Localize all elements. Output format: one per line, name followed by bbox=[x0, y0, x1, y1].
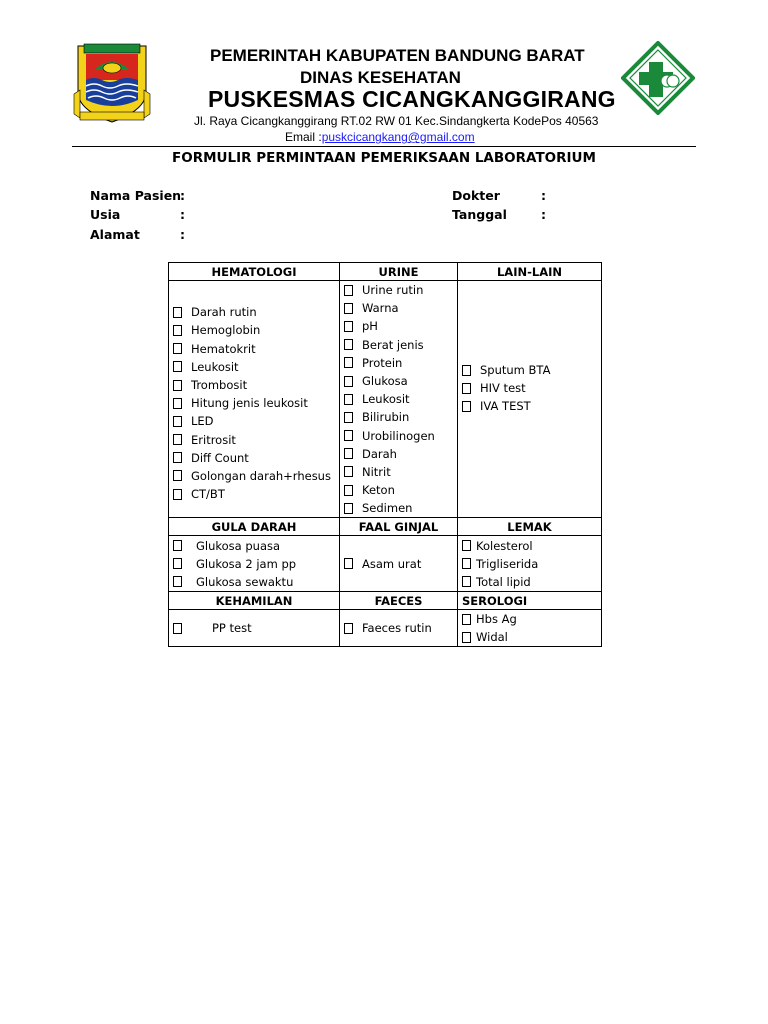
checkbox-item[interactable] bbox=[173, 394, 335, 412]
checkbox-item[interactable] bbox=[344, 499, 453, 517]
lemak-cell bbox=[458, 536, 602, 592]
checkbox[interactable] bbox=[173, 325, 182, 336]
table-header-row bbox=[169, 592, 602, 610]
checkbox[interactable] bbox=[344, 394, 353, 405]
table-header-row bbox=[169, 518, 602, 536]
checkbox-label: Diff Count bbox=[191, 450, 249, 465]
serologi-cell bbox=[458, 610, 602, 647]
patient-name-colon: : bbox=[180, 188, 185, 203]
department-name: DINAS KESEHATAN bbox=[300, 68, 461, 87]
checkbox-label: Glukosa 2 jam pp bbox=[196, 556, 297, 571]
checkbox-item[interactable] bbox=[462, 361, 597, 379]
checkbox[interactable] bbox=[173, 361, 182, 372]
header-hematologi: HEMATOLOGI bbox=[169, 263, 340, 281]
checkbox-label: Trombosit bbox=[191, 378, 248, 393]
header-faal-ginjal: FAAL GINJAL bbox=[340, 518, 458, 536]
checkbox[interactable] bbox=[173, 416, 182, 427]
institution-address: Jl. Raya Cicangkanggirang RT.02 RW 01 Kec.Sindangkerta KodePos 40563 bbox=[194, 114, 599, 128]
checkbox[interactable] bbox=[344, 339, 353, 350]
checkbox-label: Kolesterol bbox=[476, 538, 533, 553]
email-link[interactable]: puskcicangkang@gmail.com bbox=[321, 130, 475, 144]
checkbox-item[interactable] bbox=[173, 485, 335, 503]
checkbox-label: Hematokrit bbox=[191, 341, 256, 356]
address-colon: : bbox=[180, 227, 185, 242]
checkbox-label: Faeces rutin bbox=[362, 621, 432, 636]
checkbox-item[interactable] bbox=[173, 376, 335, 394]
checkbox-label: PP test bbox=[212, 621, 252, 636]
checkbox-item[interactable] bbox=[344, 390, 453, 408]
kehamilan-cell bbox=[169, 610, 340, 647]
checkbox-label: Total lipid bbox=[476, 574, 531, 589]
checkbox-item[interactable] bbox=[344, 354, 453, 372]
table-header-row bbox=[169, 263, 602, 281]
lab-test-table bbox=[168, 262, 602, 647]
header-urine: URINE bbox=[340, 263, 458, 281]
checkbox[interactable] bbox=[462, 614, 471, 625]
date-colon: : bbox=[541, 207, 546, 222]
checkbox-item[interactable] bbox=[462, 555, 597, 573]
age-colon: : bbox=[180, 207, 185, 222]
checkbox[interactable] bbox=[462, 383, 471, 394]
checkbox[interactable] bbox=[344, 430, 353, 441]
checkbox-item[interactable] bbox=[173, 573, 335, 591]
age-label: Usia bbox=[90, 207, 121, 222]
checkbox-label: Golongan darah+rhesus bbox=[191, 468, 331, 483]
table-row bbox=[169, 610, 602, 647]
checkbox-label: Urine rutin bbox=[362, 283, 424, 298]
checkbox-label: Glukosa puasa bbox=[196, 538, 281, 553]
checkbox[interactable] bbox=[173, 398, 182, 409]
checkbox-label: Darah rutin bbox=[191, 305, 257, 320]
doctor-label: Dokter bbox=[452, 188, 500, 203]
checkbox-item[interactable] bbox=[344, 317, 453, 335]
checkbox-item[interactable] bbox=[462, 379, 597, 397]
checkbox-item[interactable] bbox=[344, 463, 453, 481]
checkbox[interactable] bbox=[462, 365, 471, 376]
checkbox-label: CT/BT bbox=[191, 487, 225, 502]
checkbox[interactable] bbox=[173, 470, 182, 481]
checkbox[interactable] bbox=[173, 540, 182, 551]
urine-list bbox=[344, 281, 453, 517]
checkbox[interactable] bbox=[344, 412, 353, 423]
table-row bbox=[169, 281, 602, 518]
date-label: Tanggal bbox=[452, 207, 507, 222]
checkbox-item[interactable] bbox=[344, 481, 453, 499]
gula-darah-cell bbox=[169, 536, 340, 592]
doctor-colon: : bbox=[541, 188, 546, 203]
checkbox[interactable] bbox=[344, 376, 353, 387]
header-gula-darah: GULA DARAH bbox=[169, 518, 340, 536]
checkbox[interactable] bbox=[462, 401, 471, 412]
email-label: Email : bbox=[285, 130, 322, 144]
checkbox[interactable] bbox=[173, 576, 182, 587]
checkbox[interactable] bbox=[173, 343, 182, 354]
checkbox[interactable] bbox=[344, 466, 353, 477]
checkbox[interactable] bbox=[462, 576, 471, 587]
kehamilan-list bbox=[173, 619, 335, 637]
checkbox-item[interactable] bbox=[173, 536, 335, 554]
checkbox-label: Hbs Ag bbox=[476, 612, 517, 627]
puskesmas-logo bbox=[621, 41, 695, 115]
checkbox-label: Keton bbox=[362, 483, 395, 498]
checkbox[interactable] bbox=[462, 540, 471, 551]
checkbox-item[interactable] bbox=[344, 619, 453, 637]
faeces-list bbox=[344, 619, 453, 637]
checkbox[interactable] bbox=[173, 623, 182, 634]
checkbox[interactable] bbox=[344, 285, 353, 296]
checkbox-label: Leukosit bbox=[191, 359, 239, 374]
checkbox-item[interactable] bbox=[462, 536, 597, 554]
checkbox-item[interactable] bbox=[173, 412, 335, 430]
checkbox[interactable] bbox=[344, 623, 353, 634]
checkbox-item[interactable] bbox=[344, 408, 453, 426]
checkbox-item[interactable] bbox=[173, 449, 335, 467]
checkbox-label: LED bbox=[191, 414, 214, 429]
checkbox-item[interactable] bbox=[344, 299, 453, 317]
checkbox[interactable] bbox=[344, 558, 353, 569]
email-line bbox=[285, 130, 475, 144]
checkbox-label: Glukosa sewaktu bbox=[196, 574, 294, 589]
hematologi-cell bbox=[169, 281, 340, 518]
checkbox-label: Sedimen bbox=[362, 501, 413, 516]
header-lemak: LEMAK bbox=[458, 518, 602, 536]
checkbox-label: Glukosa bbox=[362, 374, 408, 389]
checkbox-item[interactable] bbox=[462, 397, 597, 415]
checkbox-item[interactable] bbox=[173, 467, 335, 485]
faal-ginjal-cell bbox=[340, 536, 458, 592]
checkbox[interactable] bbox=[344, 303, 353, 314]
checkbox-label: Protein bbox=[362, 355, 403, 370]
checkbox[interactable] bbox=[173, 380, 182, 391]
checkbox-label: Leukosit bbox=[362, 392, 410, 407]
address-label: Alamat bbox=[90, 227, 140, 242]
checkbox-label: Eritrosit bbox=[191, 432, 236, 447]
hematologi-list bbox=[173, 295, 335, 503]
checkbox-item[interactable] bbox=[344, 336, 453, 354]
checkbox-label: Berat jenis bbox=[362, 337, 424, 352]
faal-ginjal-list bbox=[344, 555, 453, 573]
serologi-list bbox=[462, 610, 597, 646]
form-title: FORMULIR PERMINTAAN PEMERIKSAAN LABORATORIUM bbox=[172, 150, 596, 166]
header-faeces: FAECES bbox=[340, 592, 458, 610]
checkbox-label: IVA TEST bbox=[480, 399, 531, 414]
checkbox[interactable] bbox=[344, 357, 353, 368]
checkbox-label: Darah bbox=[362, 446, 397, 461]
lain-lain-list bbox=[462, 361, 597, 416]
checkbox[interactable] bbox=[462, 558, 471, 569]
checkbox[interactable] bbox=[344, 321, 353, 332]
checkbox-item[interactable] bbox=[462, 573, 597, 591]
checkbox[interactable] bbox=[344, 503, 353, 514]
checkbox-label: Urobilinogen bbox=[362, 428, 435, 443]
checkbox-item[interactable] bbox=[344, 372, 453, 390]
checkbox[interactable] bbox=[173, 489, 182, 500]
header-lain-lain: LAIN-LAIN bbox=[458, 263, 602, 281]
checkbox-label: Hitung jenis leukosit bbox=[191, 396, 308, 411]
checkbox[interactable] bbox=[173, 307, 182, 318]
checkbox-label: Asam urat bbox=[362, 556, 422, 571]
patient-name-label: Nama Pasien bbox=[90, 188, 182, 203]
checkbox-label: Hemoglobin bbox=[191, 323, 261, 338]
gula-darah-list bbox=[173, 536, 335, 591]
lain-lain-cell bbox=[458, 281, 602, 518]
checkbox-label: HIV test bbox=[480, 381, 526, 396]
checkbox-label: Sputum BTA bbox=[480, 363, 551, 378]
header-serologi: SEROLOGI bbox=[458, 592, 602, 610]
checkbox[interactable] bbox=[173, 558, 182, 569]
checkbox-label: Trigliserida bbox=[476, 556, 539, 571]
checkbox-item[interactable] bbox=[462, 610, 597, 628]
checkbox-item[interactable] bbox=[173, 303, 335, 321]
urine-cell bbox=[340, 281, 458, 518]
checkbox-label: Warna bbox=[362, 301, 399, 316]
checkbox-item[interactable] bbox=[173, 321, 335, 339]
checkbox[interactable] bbox=[344, 448, 353, 459]
checkbox-label: Nitrit bbox=[362, 464, 391, 479]
checkbox-item[interactable] bbox=[173, 358, 335, 376]
checkbox[interactable] bbox=[344, 485, 353, 496]
faeces-cell bbox=[340, 610, 458, 647]
table-row bbox=[169, 536, 602, 592]
checkbox-item[interactable] bbox=[344, 427, 453, 445]
checkbox-label: Widal bbox=[476, 630, 508, 645]
checkbox[interactable] bbox=[173, 434, 182, 445]
checkbox-item[interactable] bbox=[173, 340, 335, 358]
government-name: PEMERINTAH KABUPATEN BANDUNG BARAT bbox=[210, 46, 585, 65]
lemak-list bbox=[462, 536, 597, 591]
header-kehamilan: KEHAMILAN bbox=[169, 592, 340, 610]
checkbox-item[interactable] bbox=[173, 431, 335, 449]
header-divider bbox=[72, 146, 696, 147]
institution-name: PUSKESMAS CICANGKANGGIRANG bbox=[208, 86, 616, 112]
checkbox-item[interactable] bbox=[344, 555, 453, 573]
checkbox[interactable] bbox=[462, 632, 471, 643]
checkbox-label: Bilirubin bbox=[362, 410, 410, 425]
checkbox-item[interactable] bbox=[462, 628, 597, 646]
checkbox[interactable] bbox=[173, 452, 182, 463]
checkbox-item[interactable] bbox=[344, 445, 453, 463]
checkbox-item[interactable] bbox=[173, 555, 335, 573]
regency-emblem-logo bbox=[72, 40, 152, 125]
checkbox-item[interactable] bbox=[173, 619, 335, 637]
checkbox-item[interactable] bbox=[344, 281, 453, 299]
checkbox-label: pH bbox=[362, 319, 378, 334]
